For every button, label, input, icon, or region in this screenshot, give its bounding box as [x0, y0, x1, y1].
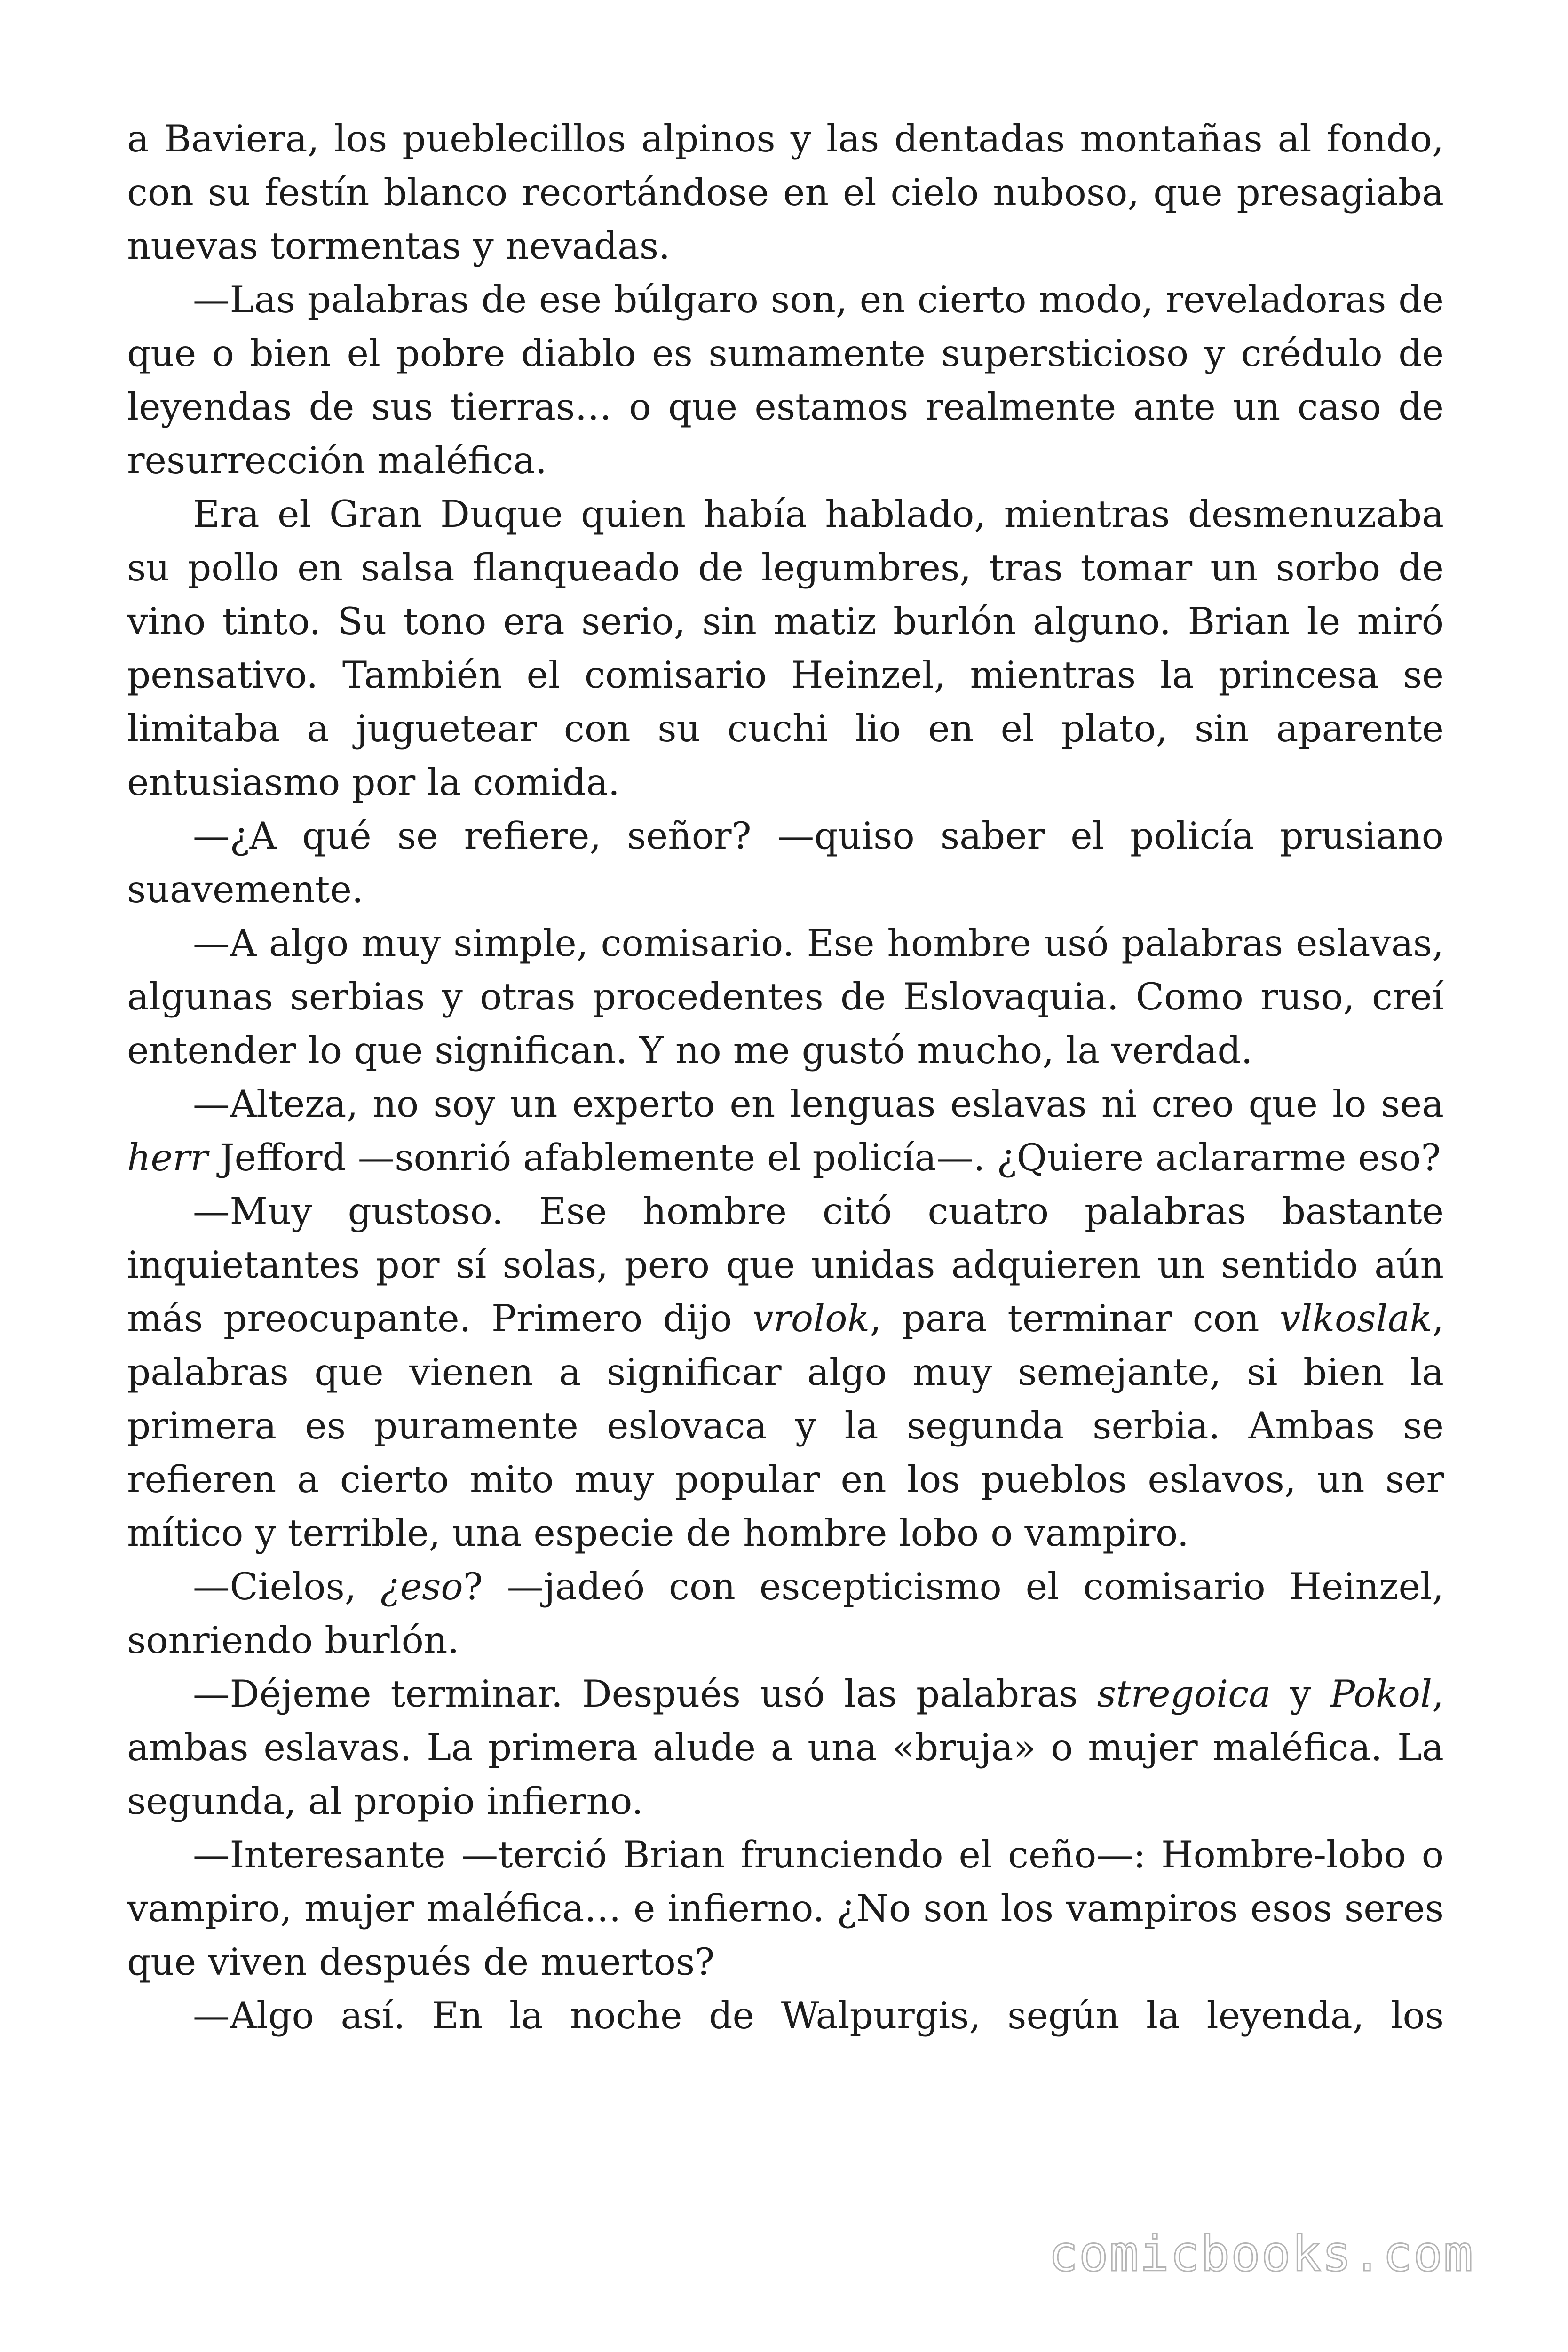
italic-term: stregoica — [1097, 1672, 1271, 1716]
paragraph — [127, 809, 1444, 916]
italic-term: herr — [127, 1136, 208, 1179]
text-run: —¿A qué se refiere, señor? —quiso saber el policía prusiano suavemente. — [127, 814, 1444, 911]
watermark-logo: comicbooks.com — [1048, 2225, 1474, 2282]
italic-term: vlkoslak — [1280, 1297, 1433, 1340]
text-run: —A algo muy simple, comisario. Ese hombre usó palabras eslavas, algunas serbias y otras procedentes de Eslovaquia. Como ruso, creí entender lo que significan. Y no me gustó mucho, la verdad. — [127, 922, 1444, 1072]
italic-term: vrolok — [752, 1297, 870, 1340]
paragraph — [127, 1077, 1444, 1184]
text-run: —Algo así. En la noche de Walpurgis, según la leyenda, los — [193, 1994, 1444, 2037]
italic-term: Pokol — [1330, 1672, 1433, 1716]
text-run: —Déjeme terminar. Después usó las palabras — [193, 1672, 1097, 1716]
text-run: , palabras que vienen a significar algo muy semejante, si bien la primera es puramente eslovaca y la segunda serbia. Ambas se refieren a cierto mito muy popular en los pueblos eslavos, un ser mítico y terrible, una especie de hombre lobo o vampiro. — [127, 1297, 1444, 1555]
text-run: , para terminar con — [870, 1297, 1280, 1340]
paragraph — [127, 487, 1444, 809]
paragraph — [127, 1667, 1444, 1828]
text-run: , ambas eslavas. La primera alude a una «bruja» o mujer maléfica. La segunda, al propio infierno. — [127, 1672, 1444, 1823]
italic-term: ¿eso — [380, 1565, 463, 1608]
text-run: —Las palabras de ese búlgaro son, en cierto modo, reveladoras de que o bien el pobre diablo es sumamente supersticioso y crédulo de leyendas de sus tierras… o que estamos realmente ante un caso de resurrección maléfica. — [127, 278, 1444, 482]
page-body-text — [127, 112, 1444, 2042]
text-run: —Cielos, — [193, 1565, 380, 1608]
text-run: Jefford —sonrió afablemente el policía—. ¿Quiere aclararme eso? — [208, 1136, 1441, 1179]
text-run: —Muy gustoso. Ese hombre citó cuatro palabras bastante inquietantes por sí solas, pero que unidas adquieren un sentido aún más preocupante. Primero dijo — [127, 1190, 1444, 1340]
text-run: ? —jadeó con escepticismo el comisario Heinzel, sonriendo burlón. — [127, 1565, 1444, 1662]
paragraph — [127, 112, 1444, 273]
text-run: y — [1270, 1672, 1330, 1716]
paragraph — [127, 1989, 1444, 2042]
paragraph — [127, 1828, 1444, 1989]
text-run: —Interesante —terció Brian frunciendo el ceño—: Hombre-lobo o vampiro, mujer maléfica… e infierno. ¿No son los vampiros esos seres que viven después de muertos? — [127, 1833, 1444, 1984]
paragraph — [127, 916, 1444, 1077]
text-run: a Baviera, los pueblecillos alpinos y las dentadas montañas al fondo, con su festín blanco recortándose en el cielo nuboso, que presagiaba nuevas tormentas y nevadas. — [127, 117, 1444, 268]
text-run: Era el Gran Duque quien había hablado, mientras desmenuzaba su pollo en salsa flanqueado de legumbres, tras tomar un sorbo de vino tinto. Su tono era serio, sin matiz burlón alguno. Brian le miró pensativo. También el comisario Heinzel, mientras la princesa se limitaba a juguetear con su cuchi lio en el plato, sin aparente entusiasmo por la comida. — [127, 493, 1444, 804]
paragraph — [127, 1184, 1444, 1560]
paragraph — [127, 1560, 1444, 1667]
paragraph — [127, 273, 1444, 487]
text-run: —Alteza, no soy un experto en lenguas eslavas ni creo que lo sea — [193, 1082, 1444, 1126]
